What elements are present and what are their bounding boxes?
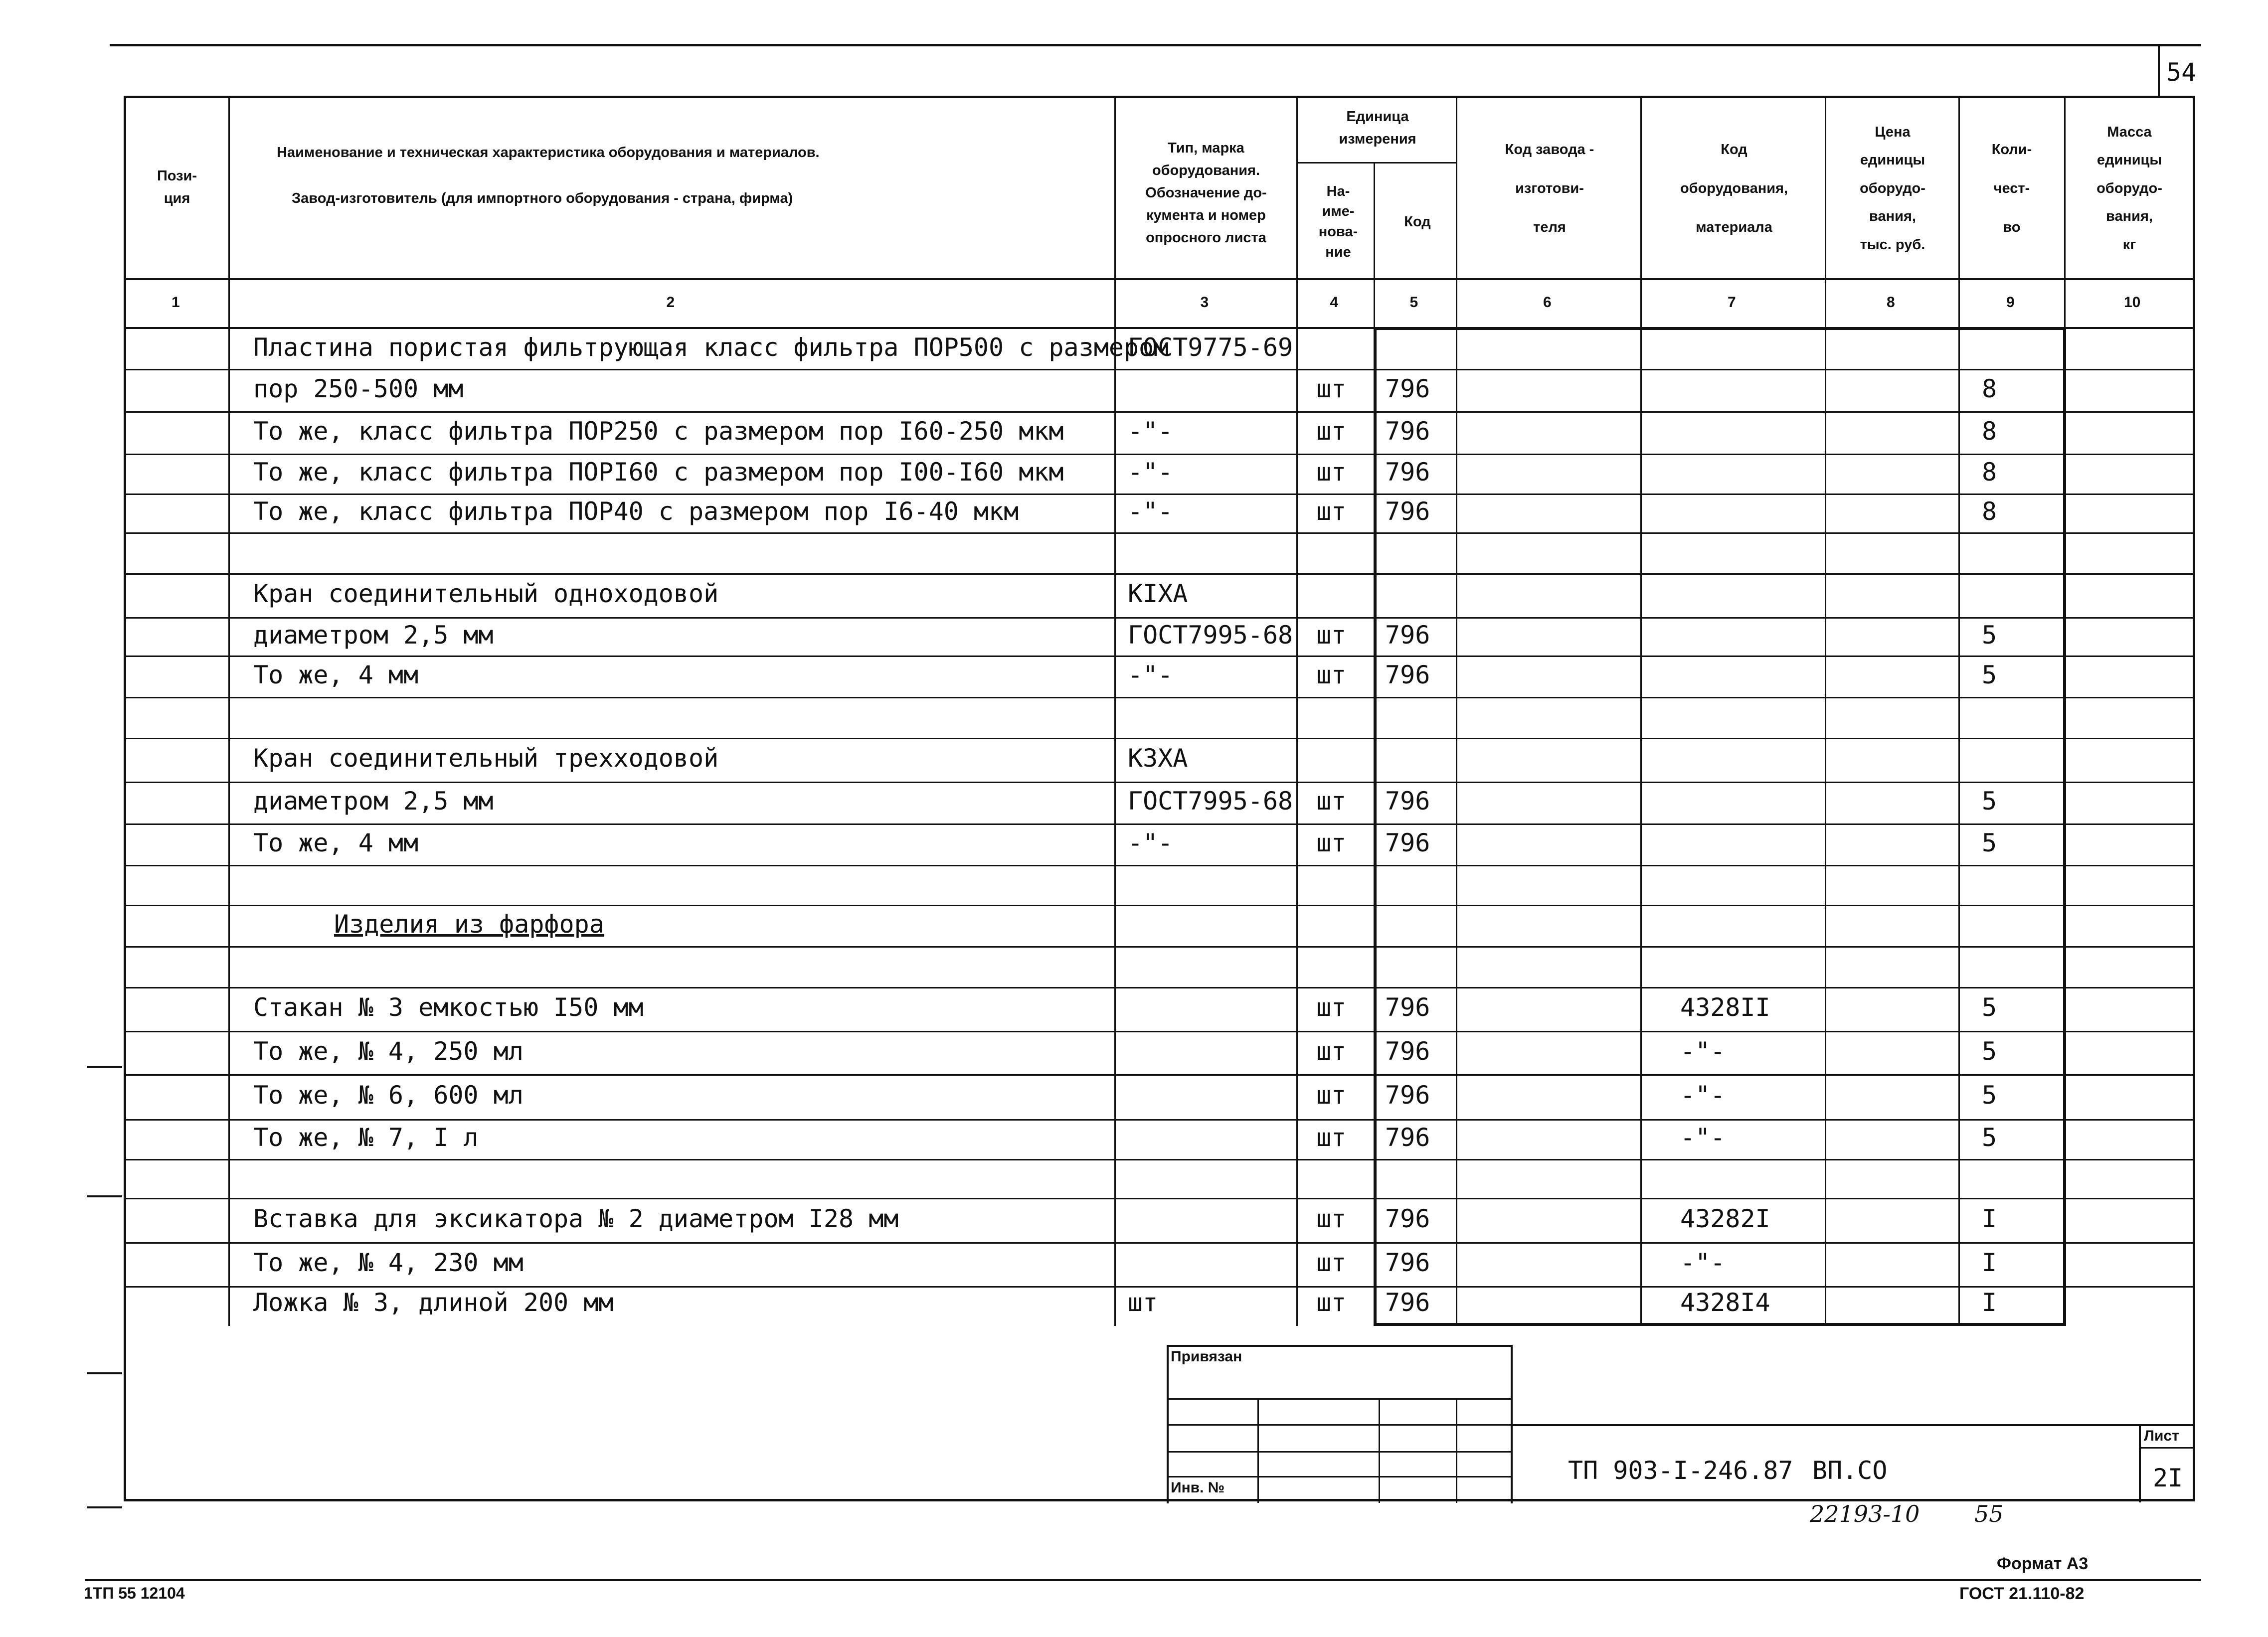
item-unit: шт (1316, 787, 1347, 816)
item-quantity: 8 (1982, 374, 1997, 403)
item-name: То же, 4 мм (253, 828, 419, 857)
item-name: То же, № 4, 250 мл (253, 1036, 523, 1066)
item-quantity: 5 (1982, 828, 1997, 857)
column-number: 4 (1330, 294, 1339, 311)
item-name: Кран соединительный трехходовой (253, 744, 719, 773)
item-unit-code: 796 (1385, 1036, 1430, 1066)
item-quantity: 5 (1982, 1081, 1997, 1110)
item-unit-code: 796 (1385, 458, 1430, 487)
item-type: -"- (1128, 416, 1173, 446)
item-material-code: -"- (1680, 1123, 1726, 1152)
item-material-code: 4328II (1680, 993, 1770, 1022)
inv-no-label: Инв. № (1171, 1479, 1225, 1496)
item-name: То же, класс фильтра ПОР40 с размером пор I6-40 мкм (253, 497, 1019, 526)
document-suffix: ВП.СО (1812, 1456, 1888, 1485)
item-type: ГОСТ9775-69 (1128, 333, 1293, 362)
item-unit-code: 796 (1385, 828, 1430, 857)
item-quantity: 8 (1982, 458, 1997, 487)
format-label: Формат А3 (1997, 1554, 2089, 1573)
header-unit-group: Единица измерения (1339, 109, 1416, 147)
item-unit: шт (1316, 1248, 1347, 1277)
header-material-code: Код оборудования, материала (1680, 141, 1788, 236)
item-unit-code: 796 (1385, 374, 1430, 403)
item-type: -"- (1128, 458, 1173, 487)
header-name-line2: Завод-изготовитель (для импортного оборудования - страна, фирма) (292, 190, 793, 206)
item-unit-code: 796 (1385, 1123, 1430, 1152)
item-quantity: 5 (1982, 1123, 1997, 1152)
item-unit-code: 796 (1385, 416, 1430, 446)
column-number: 3 (1200, 294, 1209, 311)
header-mass: Масса единицы оборудо- вания, кг (2096, 124, 2162, 253)
item-unit: шт (1316, 497, 1347, 526)
item-unit: шт (1316, 620, 1347, 650)
header-type: Тип, марка оборудования. Обозначение до- кумента и номер опросного листа (1145, 140, 1267, 246)
item-material-code: 4328I4 (1680, 1288, 1770, 1317)
item-name: То же, класс фильтра ПОРI60 с размером пор I00-I60 мкм (253, 458, 1064, 487)
item-name: Ложка № 3, длиной 200 мм (253, 1288, 614, 1317)
column-number: 6 (1543, 294, 1552, 311)
item-type: -"- (1128, 497, 1173, 526)
item-quantity: I (1982, 1288, 1997, 1317)
item-name: То же, № 4, 230 мм (253, 1248, 523, 1277)
item-unit-code: 796 (1385, 620, 1430, 650)
header-quantity: Коли- чест- во (1991, 141, 2032, 236)
item-unit: шт (1316, 1081, 1347, 1110)
item-unit-code: 796 (1385, 1204, 1430, 1233)
item-quantity: I (1982, 1248, 1997, 1277)
margin-mark (87, 1066, 122, 1068)
column-number: 2 (666, 294, 675, 311)
column-number: 1 (172, 294, 180, 311)
column-number: 7 (1728, 294, 1736, 311)
column-number: 8 (1887, 294, 1895, 311)
header-position: Пози- ция (157, 168, 197, 206)
column-number: 5 (1409, 294, 1418, 311)
column-number: 10 (2124, 294, 2141, 311)
item-unit-code: 796 (1385, 993, 1430, 1022)
item-quantity: I (1982, 1204, 1997, 1233)
footer-rule (85, 1579, 2201, 1581)
item-quantity: 8 (1982, 497, 1997, 526)
header-unit-name: На- име- нова- ние (1318, 183, 1358, 260)
header-price: Цена единицы оборудо- вания, тыс. руб. (1860, 124, 1925, 253)
item-name: То же, № 6, 600 мл (253, 1081, 523, 1110)
item-name: Стакан № 3 емкостью I50 мм (253, 993, 644, 1022)
item-unit: шт (1316, 1036, 1347, 1066)
item-name: То же, класс фильтра ПОР250 с размером пор I60-250 мкм (253, 416, 1064, 446)
sheet-label: Лист (2144, 1428, 2179, 1444)
item-type: шт (1128, 1288, 1158, 1317)
item-material-code: -"- (1680, 1248, 1726, 1277)
item-unit-code: 796 (1385, 497, 1430, 526)
item-unit-code: 796 (1385, 787, 1430, 816)
page-number: 54 (2166, 58, 2197, 87)
item-quantity: 8 (1982, 416, 1997, 446)
item-name: диаметром 2,5 мм (253, 787, 494, 816)
margin-mark (87, 1195, 122, 1197)
item-unit: шт (1316, 416, 1347, 446)
sheet-number: 2I (2153, 1464, 2183, 1492)
column-number: 9 (2006, 294, 2015, 311)
item-unit-code: 796 (1385, 1288, 1430, 1317)
item-type: -"- (1128, 660, 1173, 689)
item-quantity: 5 (1982, 787, 1997, 816)
top-corner-mark (2158, 44, 2160, 98)
margin-mark (87, 1372, 122, 1374)
item-unit: шт (1316, 458, 1347, 487)
item-type: К3ХА (1128, 744, 1188, 773)
margin-mark (87, 1506, 122, 1508)
item-quantity: 5 (1982, 993, 1997, 1022)
item-name: Вставка для эксикатора № 2 диаметром I28 мм (253, 1204, 899, 1233)
item-unit: шт (1316, 1123, 1347, 1152)
item-name: Кран соединительный одноходовой (253, 579, 719, 608)
left-code: 1ТП 55 12104 (84, 1584, 185, 1602)
privyazan-label: Привязан (1171, 1348, 1242, 1365)
item-unit: шт (1316, 993, 1347, 1022)
item-unit-code: 796 (1385, 1248, 1430, 1277)
item-unit: шт (1316, 828, 1347, 857)
item-name: диаметром 2,5 мм (253, 620, 494, 650)
item-type: -"- (1128, 828, 1173, 857)
item-name: Пластина пористая фильтрующая класс фильтра ПОР500 с размером (253, 333, 1169, 362)
item-material-code: -"- (1680, 1036, 1726, 1066)
item-unit-code: 796 (1385, 660, 1430, 689)
item-type: КIХА (1128, 579, 1188, 608)
item-quantity: 5 (1982, 620, 1997, 650)
header-factory-code: Код завода - изготови- теля (1505, 141, 1594, 236)
item-name: То же, 4 мм (253, 660, 419, 689)
item-unit: шт (1316, 374, 1347, 403)
item-unit: шт (1316, 1288, 1347, 1317)
handwritten-archive-number: 22193-10 (1810, 1500, 1920, 1527)
item-quantity: 5 (1982, 660, 1997, 689)
header-name-line1: Наименование и техническая характеристика оборудования и материалов. (277, 145, 820, 161)
gost-label: ГОСТ 21.110-82 (1959, 1584, 2085, 1603)
item-material-code: 43282I (1680, 1204, 1770, 1233)
item-unit: шт (1316, 660, 1347, 689)
item-unit: шт (1316, 1204, 1347, 1233)
item-type: ГОСТ7995-68 (1128, 787, 1293, 816)
handwritten-page-number: 55 (1974, 1500, 2004, 1527)
document-code: ТП 903-I-246.87 (1568, 1456, 1793, 1485)
item-name: То же, № 7, I л (253, 1123, 479, 1152)
item-type: ГОСТ7995-68 (1128, 620, 1293, 650)
section-heading: Изделия из фарфора (334, 909, 604, 939)
item-quantity: 5 (1982, 1036, 1997, 1066)
header-unit-code: Код (1404, 213, 1431, 230)
item-unit-code: 796 (1385, 1081, 1430, 1110)
top-rule (110, 44, 2201, 46)
item-material-code: -"- (1680, 1081, 1726, 1110)
item-name: пор 250-500 мм (253, 374, 464, 403)
